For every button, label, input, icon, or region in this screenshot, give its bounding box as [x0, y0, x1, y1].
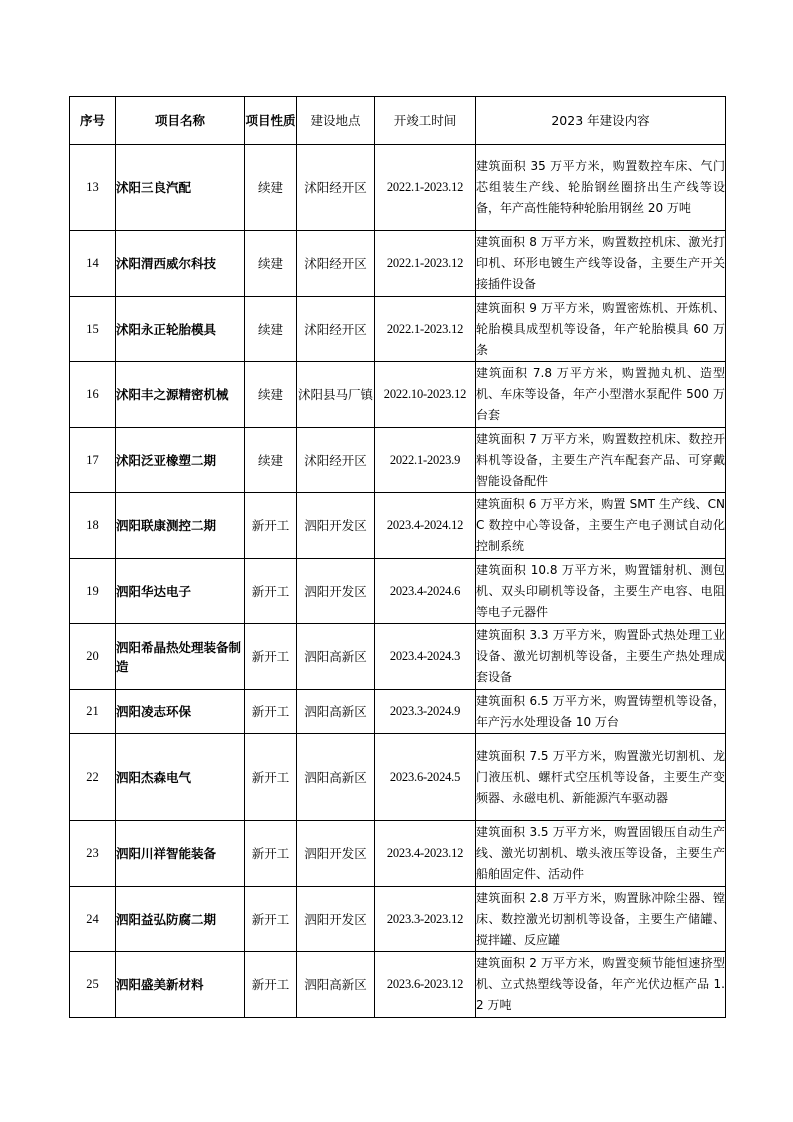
- row-content: 建筑面积 35 万平方米，购置数控车床、气门芯组装生产线、轮胎钢丝圈挤出生产线等设备，年产高性能特种轮胎用钢丝 20 万吨: [476, 145, 726, 231]
- row-content: 建筑面积 7 万平方米，购置数控机床、数控开料机等设备，主要生产汽车配套产品、可穿戴智能设备配件: [476, 428, 726, 493]
- row-project-name: 泗阳希晶热处理装备制造: [116, 624, 245, 690]
- row-nature: 新开工: [245, 624, 297, 690]
- header-name: 项目名称: [116, 97, 245, 145]
- table-row: [70, 145, 726, 231]
- row-no: 20: [70, 624, 116, 690]
- row-site: 泗阳高新区: [297, 624, 375, 690]
- row-content: 建筑面积 6.5 万平方米，购置铸塑机等设备，年产污水处理设备 10 万台: [476, 690, 726, 734]
- table-row: [70, 362, 726, 428]
- row-nature: 续建: [245, 231, 297, 297]
- row-nature: 新开工: [245, 690, 297, 734]
- row-no: 24: [70, 887, 116, 952]
- row-site: 沭阳经开区: [297, 231, 375, 297]
- row-site: 沭阳县马厂镇: [297, 362, 375, 428]
- table-row: [70, 952, 726, 1018]
- row-nature: 续建: [245, 428, 297, 493]
- row-content: 建筑面积 10.8 万平方米，购置镭射机、测包机、双头印刷机等设备，主要生产电容、电阻等电子元器件: [476, 559, 726, 624]
- table-header-row: [70, 97, 726, 145]
- row-time: 2022.1-2023.12: [375, 145, 476, 231]
- row-no: 16: [70, 362, 116, 428]
- row-no: 15: [70, 297, 116, 362]
- row-site: 泗阳开发区: [297, 821, 375, 887]
- table-row: [70, 493, 726, 559]
- table-row: [70, 821, 726, 887]
- row-project-name: 泗阳凌志环保: [116, 690, 245, 734]
- row-site: 沭阳经开区: [297, 428, 375, 493]
- row-nature: 新开工: [245, 493, 297, 559]
- row-site: 泗阳开发区: [297, 493, 375, 559]
- row-time: 2023.4-2023.12: [375, 821, 476, 887]
- row-nature: 新开工: [245, 887, 297, 952]
- table-row: [70, 734, 726, 821]
- table-row: [70, 428, 726, 493]
- row-content: 建筑面积 6 万平方米，购置 SMT 生产线、CNC 数控中心等设备，主要生产电子测试自动化控制系统: [476, 493, 726, 559]
- table-row: [70, 887, 726, 952]
- row-nature: 续建: [245, 145, 297, 231]
- row-content: 建筑面积 7.8 万平方米，购置抛丸机、造型机、车床等设备，年产小型潜水泵配件 500 万台套: [476, 362, 726, 428]
- row-project-name: 沭阳渭西威尔科技: [116, 231, 245, 297]
- row-time: 2023.6-2024.5: [375, 734, 476, 821]
- table-row: [70, 297, 726, 362]
- row-time: 2022.1-2023.9: [375, 428, 476, 493]
- row-no: 19: [70, 559, 116, 624]
- row-content: 建筑面积 3.5 万平方米，购置固锻压自动生产线、激光切割机、墩头液压等设备，主要生产船舶固定件、活动件: [476, 821, 726, 887]
- row-no: 21: [70, 690, 116, 734]
- row-project-name: 泗阳联康测控二期: [116, 493, 245, 559]
- row-time: 2022.1-2023.12: [375, 231, 476, 297]
- row-site: 泗阳开发区: [297, 559, 375, 624]
- header-site: 建设地点: [297, 97, 375, 145]
- row-project-name: 沭阳丰之源精密机械: [116, 362, 245, 428]
- row-content: 建筑面积 3.3 万平方米，购置卧式热处理工业设备、激光切割机等设备，主要生产热处理成套设备: [476, 624, 726, 690]
- row-site: 沭阳经开区: [297, 297, 375, 362]
- row-no: 23: [70, 821, 116, 887]
- row-no: 17: [70, 428, 116, 493]
- header-nature: 项目性质: [245, 97, 297, 145]
- row-nature: 新开工: [245, 952, 297, 1018]
- row-content: 建筑面积 2.8 万平方米，购置脉冲除尘器、镗床、数控激光切割机等设备，主要生产储罐、搅拌罐、反应罐: [476, 887, 726, 952]
- row-project-name: 泗阳杰森电气: [116, 734, 245, 821]
- row-no: 25: [70, 952, 116, 1018]
- row-time: 2023.3-2024.9: [375, 690, 476, 734]
- row-time: 2023.4-2024.3: [375, 624, 476, 690]
- row-project-name: 泗阳川祥智能装备: [116, 821, 245, 887]
- table-row: [70, 624, 726, 690]
- row-site: 泗阳高新区: [297, 690, 375, 734]
- row-project-name: 沭阳泛亚橡塑二期: [116, 428, 245, 493]
- row-nature: 新开工: [245, 734, 297, 821]
- row-no: 18: [70, 493, 116, 559]
- row-no: 13: [70, 145, 116, 231]
- row-project-name: 沭阳永正轮胎模具: [116, 297, 245, 362]
- row-project-name: 泗阳华达电子: [116, 559, 245, 624]
- row-time: 2022.10-2023.12: [375, 362, 476, 428]
- row-content: 建筑面积 2 万平方米，购置变频节能恒速挤型机、立式热塑线等设备，年产光伏边框产品 1.2 万吨: [476, 952, 726, 1018]
- row-content: 建筑面积 9 万平方米，购置密炼机、开炼机、轮胎模具成型机等设备，年产轮胎模具 60 万条: [476, 297, 726, 362]
- row-nature: 新开工: [245, 821, 297, 887]
- row-site: 泗阳高新区: [297, 734, 375, 821]
- row-no: 22: [70, 734, 116, 821]
- row-site: 沭阳经开区: [297, 145, 375, 231]
- row-time: 2023.4-2024.6: [375, 559, 476, 624]
- row-project-name: 泗阳益弘防腐二期: [116, 887, 245, 952]
- row-content: 建筑面积 8 万平方米，购置数控机床、激光打印机、环形电镀生产线等设备，主要生产开关接插件设备: [476, 231, 726, 297]
- header-time: 开竣工时间: [375, 97, 476, 145]
- row-nature: 新开工: [245, 559, 297, 624]
- row-time: 2023.3-2023.12: [375, 887, 476, 952]
- row-content: 建筑面积 7.5 万平方米，购置激光切割机、龙门液压机、螺杆式空压机等设备，主要生产变频器、永磁电机、新能源汽车驱动器: [476, 734, 726, 821]
- row-site: 泗阳高新区: [297, 952, 375, 1018]
- row-time: 2023.6-2023.12: [375, 952, 476, 1018]
- table-row: [70, 690, 726, 734]
- row-project-name: 泗阳盛美新材料: [116, 952, 245, 1018]
- header-content: 2023 年建设内容: [476, 97, 726, 145]
- row-nature: 续建: [245, 297, 297, 362]
- row-project-name: 沭阳三良汽配: [116, 145, 245, 231]
- table-row: [70, 559, 726, 624]
- row-no: 14: [70, 231, 116, 297]
- row-nature: 续建: [245, 362, 297, 428]
- row-time: 2023.4-2024.12: [375, 493, 476, 559]
- project-table: [69, 96, 726, 1018]
- table-row: [70, 231, 726, 297]
- row-site: 泗阳开发区: [297, 887, 375, 952]
- row-time: 2022.1-2023.12: [375, 297, 476, 362]
- header-no: 序号: [70, 97, 116, 145]
